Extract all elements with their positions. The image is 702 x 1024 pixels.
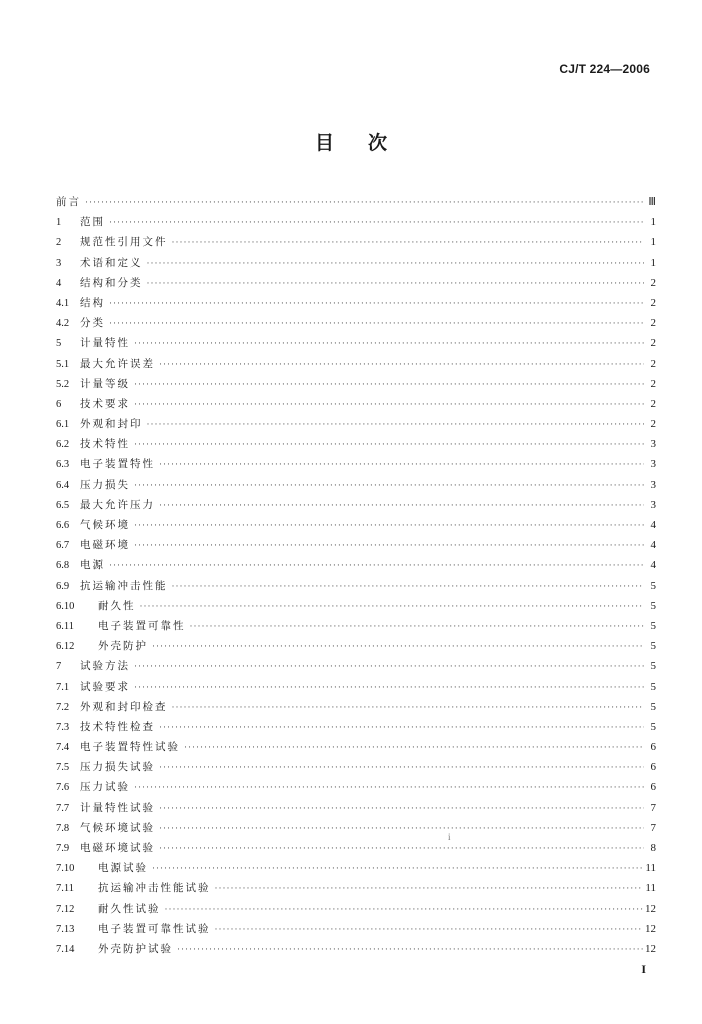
toc-entry-page: 12 [645,902,656,915]
toc-entry-page: 7 [650,801,656,814]
toc-leader-dots [85,192,644,212]
toc-entry-number: 1 [56,217,62,229]
stray-mark: i [448,832,451,842]
toc-leader-dots [159,717,644,737]
toc-entry [56,636,656,656]
toc-entry-title: 计量特性试验 [80,801,155,814]
toc-entry-page: 6 [650,761,656,774]
toc-leader-dots [134,374,644,394]
toc-entry [56,717,656,737]
toc-entry-number: 5.1 [56,358,70,370]
toc-entry [56,454,656,474]
toc-leader-dots [172,697,645,717]
toc-leader-dots [147,253,645,273]
toc-entry-page: 2 [650,357,656,370]
toc-entry-number: 6.12 [56,641,75,653]
toc-entry-title: 范围 [80,216,105,229]
toc-entry-title: 电磁环境试验 [80,842,155,854]
toc-entry [56,677,656,697]
toc-entry-title: 外观和封印检查 [80,700,168,713]
toc-entry-title: 电子装置可靠性试验 [98,922,211,935]
toc-entry-title: 计量等级 [80,377,130,390]
toc-entry-title: 分类 [80,317,105,330]
toc-entry-number: 6.8 [56,560,70,572]
toc-entry [56,878,656,898]
toc-leader-dots [152,858,643,878]
toc-entry-number: 7.7 [56,802,70,814]
toc-entry [56,656,656,676]
toc-entry-page: 3 [650,458,656,471]
toc-entry-number: 5.2 [56,378,70,390]
toc-entry [56,434,656,454]
toc-entry-number: 7.8 [56,822,70,834]
toc-entry-page: 12 [645,922,656,935]
toc-entry-title: 电子装置可靠性 [98,619,186,632]
toc-entry-title: 技术要求 [80,397,130,410]
toc-entry-page: 5 [650,700,656,713]
toc-entry-number: 7.12 [56,903,75,915]
toc-entry-number: 7.14 [56,943,75,955]
toc-leader-dots [134,434,644,454]
toc-entry-title: 电源 [80,559,105,572]
toc-entry-page: 5 [650,660,656,673]
toc-entry-title: 外壳防护试验 [98,942,173,955]
toc-entry-page: 7 [650,821,656,834]
toc-entry-title: 电磁环境 [80,539,130,552]
toc-leader-dots [109,313,644,333]
toc-entry-title: 计量特性 [80,337,130,350]
toc-leader-dots [172,232,645,252]
toc-entry [56,818,656,838]
toc-leader-dots [159,838,644,858]
toc-leader-dots [172,576,645,596]
toc-entry-title: 压力损失试验 [80,761,155,774]
toc-entry-title: 压力损失 [80,478,130,491]
toc-leader-dots [159,354,644,374]
toc-entry [56,596,656,616]
toc-entry-number: 7.11 [56,883,74,895]
toc-entry-title: 电源试验 [98,862,148,875]
toc-entry-title: 电子装置特性 [80,458,155,471]
page-title: 目次 [314,132,421,154]
toc-entry-number: 7.2 [56,701,70,713]
toc-entry [56,737,656,757]
toc-leader-dots [134,656,644,676]
toc-entry-number: 7.6 [56,782,70,794]
toc-entry-number: 4 [56,277,62,289]
toc-entry-number: 5 [56,338,62,350]
toc-entry-title: 结构 [80,296,105,309]
toc-leader-dots [159,757,644,777]
toc-entry-number: 6 [56,398,62,410]
toc-entry-title: 外观和封印 [80,418,143,431]
toc-entry-page: 2 [650,397,656,410]
toc-leader-dots [109,293,644,313]
toc-leader-dots [109,555,644,575]
toc-entry [56,838,656,858]
toc-leader-dots [134,394,644,414]
toc-entry-title: 结构和分类 [80,276,143,289]
toc-entry-number: 4.1 [56,297,70,309]
toc-entry-page: 2 [650,418,656,431]
toc-entry-title: 气候环境 [80,519,130,531]
toc-entry-title: 气候环境试验 [80,821,155,834]
toc-leader-dots [134,777,644,797]
toc-entry-number: 7.5 [56,762,70,774]
toc-entry-number: 6.3 [56,459,70,471]
toc-entry [56,576,656,596]
toc-entry-title: 试验方法 [80,660,130,673]
toc-entry [56,939,656,959]
toc-entry-page: 2 [650,377,656,390]
toc-entry [56,515,656,535]
toc-entry-title: 最大允许压力 [80,498,155,511]
toc-entry-page: 5 [650,599,656,612]
toc-entry [56,899,656,919]
toc-entry [56,414,656,434]
toc-leader-dots [184,737,644,757]
toc-leader-dots [134,475,644,495]
toc-leader-dots [215,878,644,898]
toc-entry-title: 前言 [56,196,81,208]
toc-entry [56,273,656,293]
toc-entry-title: 抗运输冲击性能 [80,579,168,592]
toc-leader-dots [190,616,645,636]
toc-entry [56,333,656,353]
toc-leader-dots [109,212,644,232]
toc-leader-dots [147,273,645,293]
toc-entry-number: 3 [56,257,62,269]
toc-entry-number: 7.4 [56,742,70,754]
toc-entry-number: 6.7 [56,540,70,552]
toc-leader-dots [147,414,645,434]
toc-entry-number: 6.1 [56,419,70,431]
toc-entry [56,535,656,555]
toc-entry-page: 11 [645,862,656,875]
toc-entry-title: 术语和定义 [80,256,143,269]
toc-entry-number: 7 [56,661,62,673]
toc-entry-number: 7.1 [56,681,70,693]
toc-entry-page: Ⅲ [648,196,656,208]
toc-entry [56,354,656,374]
toc-entry-title: 外壳防护 [98,640,148,653]
page-number: I [641,962,646,976]
toc-entry-title: 技术特性检查 [80,720,155,733]
toc-entry-page: 5 [650,619,656,632]
toc-leader-dots [159,454,644,474]
toc-entry [56,475,656,495]
toc-entry-page: 6 [650,781,656,794]
toc-leader-dots [159,495,644,515]
toc-entry-page: 6 [650,741,656,754]
toc-leader-dots [165,899,644,919]
toc-entry [56,313,656,333]
toc-entry-title: 抗运输冲击性能试验 [98,882,211,895]
toc-entry-page: 1 [650,256,656,269]
toc-entry-page: 11 [645,882,656,895]
toc-entry-number: 6.9 [56,580,70,592]
toc-entry [56,495,656,515]
toc-entry-title: 耐久性试验 [98,902,161,915]
toc-entry-title: 试验要求 [80,680,130,693]
toc-entry [56,374,656,394]
toc-entry-page: 5 [650,720,656,733]
toc-entry-title: 规范性引用文件 [80,236,168,249]
toc-entry [56,555,656,575]
toc-entry-page: 4 [650,539,656,552]
table-of-contents [56,192,656,959]
toc-entry-page: 2 [650,296,656,309]
toc-entry-number: 7.13 [56,923,75,935]
toc-leader-dots [134,535,644,555]
toc-entry [56,212,656,232]
toc-entry [56,253,656,273]
toc-leader-dots [159,798,644,818]
toc-entry-number: 6.5 [56,499,70,511]
toc-entry-title: 技术特性 [80,438,130,451]
toc-entry-number: 6.11 [56,620,74,632]
toc-entry-page: 3 [650,438,656,451]
toc-entry [56,858,656,878]
toc-entry-number: 7.9 [56,843,70,854]
toc-leader-dots [177,939,643,959]
toc-leader-dots [140,596,645,616]
toc-entry [56,697,656,717]
toc-entry [56,232,656,252]
toc-entry-page: 1 [650,216,656,229]
toc-entry-page: 2 [650,317,656,330]
toc-entry-number: 6.4 [56,479,70,491]
toc-entry [56,616,656,636]
toc-entry-number: 4.2 [56,318,70,330]
toc-leader-dots [134,333,644,353]
toc-entry-page: 3 [650,498,656,511]
toc-entry-page: 3 [650,478,656,491]
toc-entry-page: 8 [650,842,656,854]
toc-entry-page: 2 [650,337,656,350]
toc-entry-page: 5 [650,640,656,653]
toc-entry-page: 4 [650,519,656,531]
toc-entry-page: 12 [645,942,656,955]
toc-leader-dots [215,919,644,939]
toc-entry-number: 6.10 [56,600,75,612]
toc-entry-number: 6.2 [56,439,70,451]
toc-entry-page: 5 [650,680,656,693]
toc-entry-title: 耐久性 [98,599,136,612]
toc-entry-page: 2 [650,276,656,289]
toc-entry-page: 4 [650,559,656,572]
toc-entry-title: 最大允许误差 [80,357,155,370]
toc-entry-title: 电子装置特性试验 [80,741,180,754]
toc-entry-number: 6.6 [56,520,70,531]
toc-entry-number: 7.3 [56,721,70,733]
standard-code: CJ/T 224—2006 [559,62,650,76]
toc-entry-number: 7.10 [56,863,75,875]
toc-leader-dots [152,636,644,656]
toc-leader-dots [134,677,644,697]
toc-entry-page: 5 [650,579,656,592]
toc-leader-dots [134,515,644,535]
toc-entry [56,777,656,797]
toc-entry [56,293,656,313]
toc-entry [56,394,656,414]
toc-entry [56,757,656,777]
toc-entry-page: 1 [650,236,656,249]
toc-leader-dots [159,818,644,838]
toc-entry [56,192,656,212]
toc-entry [56,798,656,818]
toc-entry-title: 压力试验 [80,781,130,794]
toc-entry-number: 2 [56,237,62,249]
toc-entry [56,919,656,939]
